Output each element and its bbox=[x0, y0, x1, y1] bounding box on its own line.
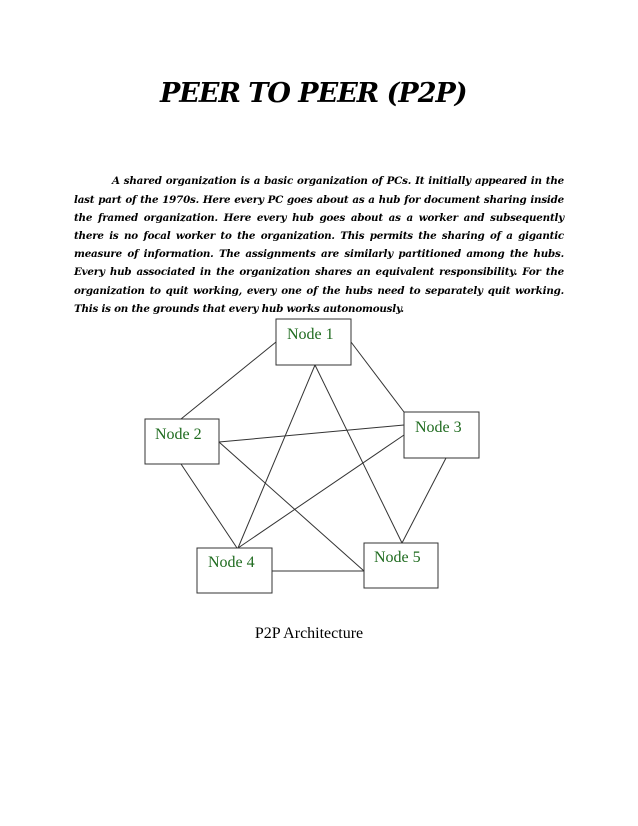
node-2-label: Node 2 bbox=[155, 426, 202, 443]
edge-1-2 bbox=[181, 342, 276, 419]
edge-1-3 bbox=[351, 342, 404, 412]
page-title: PEER TO PEER (P2P) bbox=[160, 78, 467, 109]
edge-2-3 bbox=[219, 425, 404, 442]
node-3-label: Node 3 bbox=[415, 419, 462, 436]
edge-1-4 bbox=[238, 365, 315, 548]
edge-3-5 bbox=[402, 458, 446, 543]
node-5-label: Node 5 bbox=[374, 549, 421, 566]
edge-3-4 bbox=[238, 435, 404, 548]
body-paragraph: A shared organization is a basic organization of PCs. It initially appeared in the last part of the 1970s. Here every PC goes about as a hub for document sharing inside the framed organization. Here every hub goes about as a worker and subsequently there is no focal worker to the organization. This permits the sharing of a gigantic measure of information. The assignments are similarly partitioned among the hubs. Every hub associated in the organization shares an equivalent responsibility. For the organization to quit working, every one of the hubs need to separately quit working. This is on the grounds that every hub works autonomously. bbox=[74, 175, 564, 315]
node-4-label: Node 4 bbox=[208, 554, 255, 571]
edge-2-4 bbox=[181, 464, 237, 548]
node-1-label: Node 1 bbox=[287, 326, 334, 343]
diagram-caption: P2P Architecture bbox=[254, 625, 364, 642]
